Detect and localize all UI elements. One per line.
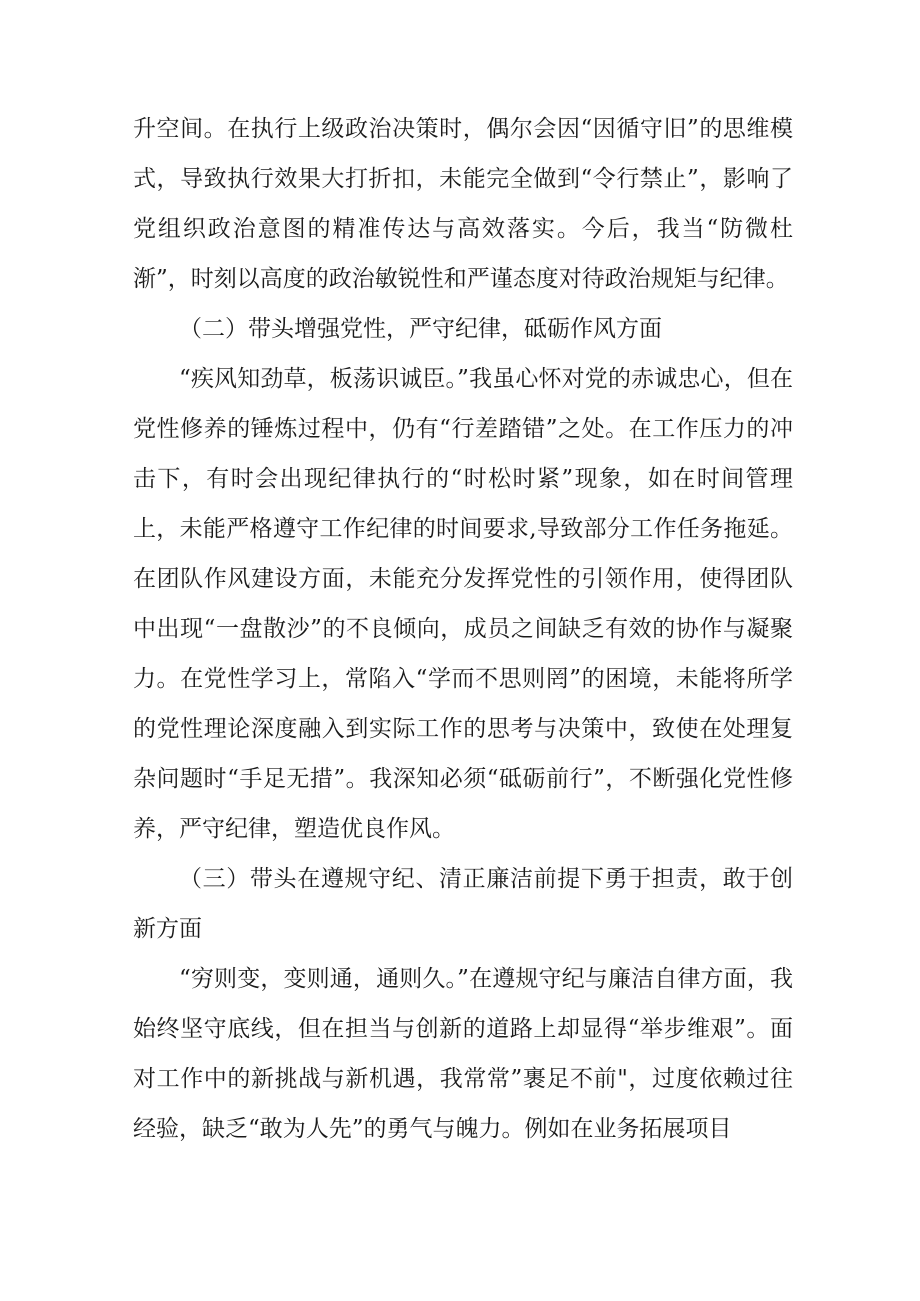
paragraph-section-3: “穷则变，变则通，通则久。”在遵规守纪与廉洁自律方面，我始终坚守底线，但在担当与创新的道路上却显得“举步维艰”。面对工作中的新挑战与新机遇，我常常”裹足不前"，过度依赖过往经验，缺乏“敢为人先”的勇气与魄力。例如在业务拓展项目 — [133, 966, 793, 1142]
paragraph-section-2: “疾风知劲草，板荡识诚臣。”我虽心怀对党的赤诚忠心，但在党性修养的锤炼过程中，仍有“行差踏错”之处。在工作压力的冲击下，有时会出现纪律执行的“时松时紧”现象，如在时间管理上，未能严格遵守工作纪律的时间要求,导致部分工作任务拖延。在团队作风建设方面，未能充分发挥党性的引领作用，使得团队中出现“一盘散沙”的不良倾向，成员之间缺乏有效的协作与凝聚力。在党性学习上，常陷入“学而不思则罔”的困境，未能将所学的党性理论深度融入到实际工作的思考与决策中，致使在处理复杂问题时“手足无措”。我深知必须“砥砺前行”，不断强化党性修养，严守纪律，塑造优良作风。 — [133, 366, 793, 842]
section-heading-2: （二）带头增强党性，严守纪律，砥砺作风方面 — [179, 316, 662, 342]
paragraph-continuation: 升空间。在执行上级政治决策时，偶尔会因“因循守旧”的思维模式，导致执行效果大打折扣，未能完全做到“令行禁止”，影响了党组织政治意图的精准传达与高效落实。今后，我当“防微杜渐”，时刻以高度的政治敏锐性和严谨态度对待政治规矩与纪律。 — [133, 116, 793, 292]
section-heading-3: （三）带头在遵规守纪、清正廉洁前提下勇于担责，敢于创新方面 — [133, 866, 793, 942]
document-body — [133, 104, 793, 1154]
